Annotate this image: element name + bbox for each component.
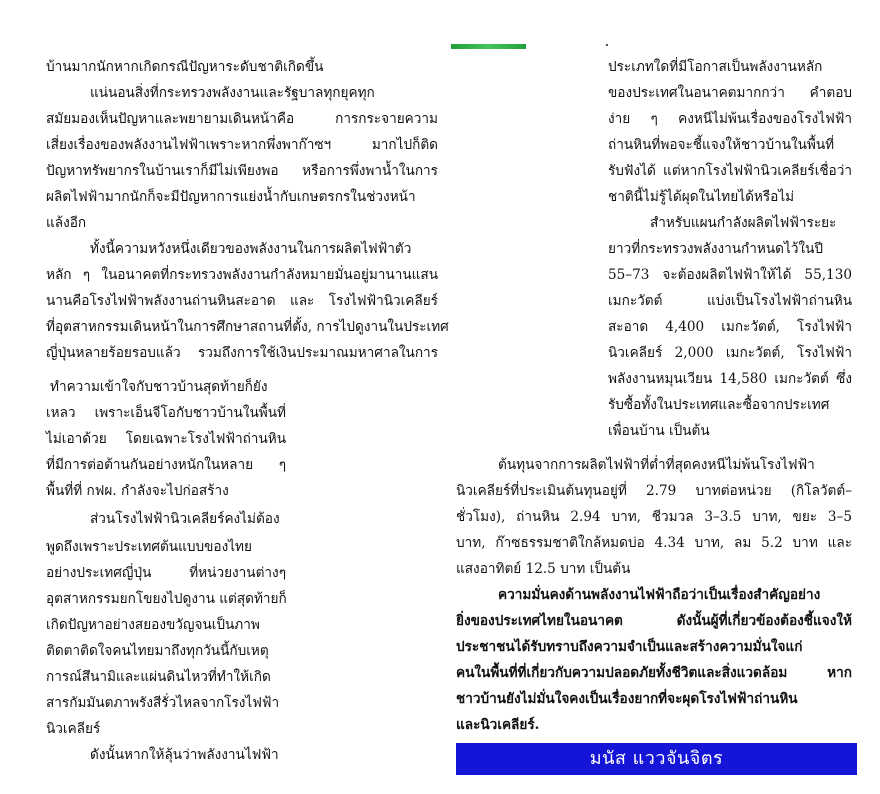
text-line: อย่างประเทศญี่ปุ่น ที่หน่วยงานต่างๆ (46, 565, 286, 581)
text-line: สะอาด 4,400 เมกะวัตต์, โรงไฟฟ้า (608, 319, 852, 335)
text-line: ไม่เอาด้วย โดยเฉพาะโรงไฟฟ้าถ่านหิน (46, 431, 286, 447)
text-line: ชาวบ้านยังไม่มั่นใจคงเป็นเรื่องยากที่จะผุดโรงไฟฟ้าถ่านหิน (456, 691, 798, 707)
text-line: ติดตาติดใจคนไทยมาถึงทุกวันนี้กับเหตุ (46, 643, 269, 659)
text-line: และนิวเคลียร์. (456, 717, 540, 733)
text-line: เสี่ยงเรื่องของพลังงานไฟฟ้าเพราะหากพึ่งพาก๊าซฯ มากไปก็ติด (46, 137, 438, 153)
text-line: พลังงานหมุนเวียน 14,580 เมกะวัตต์ ซึ่ง (608, 371, 852, 387)
text-line: แล้งอีก (46, 215, 87, 231)
text-line: บ้านมากนักหากเกิดกรณีปัญหาระดับชาติเกิดขึ้น (46, 59, 324, 75)
text-line: ผลิตไฟฟ้ามากนักก็จะมีปัญหาการแย่งน้ำกับเกษตรกรในช่วงหน้า (46, 189, 416, 205)
text-line: ปัญหาทรัพยากรในบ้านเราก็มีไม่เพียงพอ หรือการพึ่งพาน้ำในการ (46, 163, 438, 179)
text-line: ประชาชนได้รับทราบถึงความจำเป็นและสร้างความมั่นใจแก่ (456, 639, 803, 655)
text-line: ของประเทศในอนาคตมากกว่า คำตอบ (608, 85, 852, 101)
text-line: พื้นที่ที่ กฟผ. กำลังจะไปก่อสร้าง (46, 483, 229, 499)
text-line: ง่าย ๆ คงหนีไม่พ้นเรื่องของโรงไฟฟ้า (608, 111, 852, 127)
text-line: ความมั่นคงด้านพลังงานไฟฟ้าถือว่าเป็นเรื่องสำคัญอย่าง (498, 587, 821, 603)
text-line: หลัก ๆ ในอนาคตที่กระทรวงพลังงานกำลังหมายมั่นอยู่มานานแสน (46, 267, 438, 283)
dot-mark (606, 44, 608, 46)
text-line: สำหรับแผนกำลังผลิตไฟฟ้าระยะ (650, 215, 837, 231)
text-line: ที่อุตสาหกรรมเดินหน้าในการศึกษาสถานที่ตั้ง, การไปดูงานในประเทศ (46, 319, 449, 335)
text-line: บาท, ก๊าซธรรมชาติใกล้หมดบ่อ 4.34 บาท, ลม 5.2 บาท และ (456, 535, 852, 551)
author-byline: มนัส แววจันจิตร (456, 743, 857, 775)
text-line: นิวเคลียร์ 2,000 เมกะวัตต์, โรงไฟฟ้า (608, 345, 852, 361)
text-line: นานคือโรงไฟฟ้าพลังงานถ่านหินสะอาด และ โรงไฟฟ้านิวเคลียร์ (46, 293, 438, 309)
text-line: ยิ่งของประเทศไทยในอนาคต ดังนั้นผู้ที่เกี่ยวข้องต้องชี้แจงให้ (456, 613, 852, 629)
text-line: ประเภทใดที่มีโอกาสเป็นพลังงานหลัก (608, 59, 823, 75)
text-line: คนในพื้นที่ที่เกี่ยวกับความปลอดภัยทั้งชีวิตและสิ่งแวดล้อม หาก (456, 665, 852, 681)
text-line: ดังนั้นหากให้ลุ้นว่าพลังงานไฟฟ้า (90, 747, 279, 763)
text-line: เกิดปัญหาอย่างสยองขวัญจนเป็นภาพ (46, 617, 260, 633)
green-accent-bar (451, 44, 526, 49)
text-line: ถ่านหินที่พอจะชี้แจงให้ชาวบ้านในพื้นที่ (608, 137, 835, 153)
text-line: ส่วนโรงไฟฟ้านิวเคลียร์คงไม่ต้อง (90, 511, 280, 527)
text-line: เมกะวัตต์ แบ่งเป็นโรงไฟฟ้าถ่านหิน (608, 293, 852, 309)
text-line: แสงอาทิตย์ 12.5 บาท เป็นต้น (456, 561, 631, 577)
text-line: รับซื้อทั้งในประเทศและซื้อจากประเทศ (608, 397, 830, 413)
text-line: ที่มีการต่อต้านกันอย่างหนักในหลาย ๆ (46, 457, 286, 473)
text-line: นิวเคลียร์ที่ประเมินต้นทุนอยู่ที่ 2.79 บาทต่อหน่วย (กิโลวัตต์– (456, 483, 852, 499)
text-line: 55–73 จะต้องผลิตไฟฟ้าให้ได้ 55,130 (608, 267, 852, 283)
text-line: ทำความเข้าใจกับชาวบ้านสุดท้ายก็ยัง (50, 379, 268, 395)
text-line: สารกัมมันตภาพรังสีรั่วไหลจากโรงไฟฟ้า (46, 695, 280, 711)
text-line: อุตสาหกรรมยกโขยงไปดูงาน แต่สุดท้ายก็ (46, 591, 287, 607)
text-line: สมัยมองเห็นปัญหาและพยายามเดินหน้าคือ การกระจายความ (46, 111, 438, 127)
text-line: แน่นอนสิ่งที่กระทรวงพลังงานและรัฐบาลทุกยุคทุก (90, 85, 375, 101)
text-line: นิวเคลียร์ (46, 721, 101, 737)
text-line: ชาตินี้ไม่รู้ได้ผุดในไทยได้หรือไม่ (608, 189, 795, 205)
text-line: เพื่อนบ้าน เป็นต้น (608, 423, 710, 439)
text-line: พูดถึงเพราะประเทศต้นแบบของไทย (46, 539, 252, 555)
text-line: เหลว เพราะเอ็นจีโอกับชาวบ้านในพื้นที่ (46, 405, 286, 421)
text-line: ชั่วโมง), ถ่านหิน 2.94 บาท, ชีวมวล 3–3.5 บาท, ขยะ 3–5 (456, 509, 852, 525)
text-line: ต้นทุนจากการผลิตไฟฟ้าที่ต่ำที่สุดคงหนีไม่พ้นโรงไฟฟ้า (498, 457, 815, 473)
text-line: ยาวที่กระทรวงพลังงานกำหนดไว้ในปี (608, 241, 824, 257)
text-line: รับฟังได้ แต่หากโรงไฟฟ้านิวเคลียร์เชื่อว่า (608, 163, 852, 179)
text-line: ญี่ปุ่นหลายร้อยรอบแล้ว รวมถึงการใช้เงินประมาณมหาศาลในการ (46, 345, 438, 361)
text-line: ทั้งนี้ความหวังหนึ่งเดียวของพลังงานในการผลิตไฟฟ้าตัว (90, 241, 412, 257)
text-line: การณ์สึนามิและแผ่นดินไหวที่ทำให้เกิด (46, 669, 271, 685)
